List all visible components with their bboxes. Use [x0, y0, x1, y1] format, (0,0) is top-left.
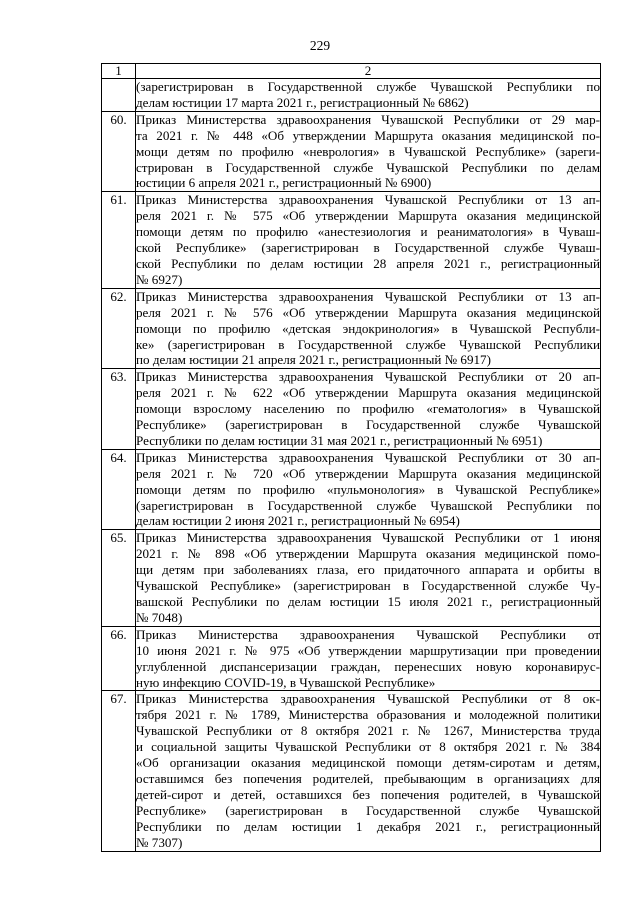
row-text [136, 369, 601, 450]
text-line: № 6927) [136, 271, 183, 287]
text-line: стрирован в Государственной службе Чувашской Республики по делам [136, 159, 600, 175]
row-number: 63. [102, 369, 136, 450]
text-line: Чувашской Республики от 8 октября 2021 г. № 1267, Министерства труда [136, 723, 600, 739]
text-line: Приказ Министерства здравоохранения Чувашской Республики от 8 ок- [136, 691, 600, 707]
text-line: вашской Республики по делам юстиции 15 июля 2021 г., регистрационный [136, 594, 600, 609]
text-line: помощи по профилю «детская эндокринология» в Чувашской Республи- [136, 320, 600, 336]
text-line: Приказ Министерства здравоохранения Чувашской Республики от 20 ап- [136, 369, 600, 385]
text-line: помощи детям по профилю «пульмонология» в Чувашской Республике» [136, 481, 600, 497]
text-line: Приказ Министерства здравоохранения Чувашской Республики от 13 ап- [136, 192, 600, 208]
text-line: № 7307) [136, 834, 183, 850]
text-line: мощи детям по профилю «неврология» в Чувашской Республике» (зареги- [136, 143, 600, 159]
table-row [102, 449, 601, 530]
document-table [101, 63, 601, 852]
text-line: и социальной защиты Чувашской Республики от 8 октября 2021 г. № 384 [136, 739, 600, 755]
text-line: детей-сирот и детей, оставшихся без попечения родителей, в Чувашской [136, 786, 600, 802]
text-line: ской Республики по делам юстиции 28 апреля 2021 г., регистрационный [136, 255, 600, 271]
text-line: реля 2021 г. № 576 «Об утверждении Маршрута оказания медицинской [136, 304, 600, 320]
table-row [102, 111, 601, 192]
text-line: Чувашской Республике» (зарегистрирован в Государственной службе Чу- [136, 578, 600, 594]
table-row [102, 79, 601, 112]
text-line: ную инфекцию COVID-19, в Чувашской Республике» [136, 674, 436, 690]
text-line: (зарегистрирован в Государственной службе Чувашской Республики по [136, 497, 600, 513]
text-line: тября 2021 г. № 1789, Министерства образования и молодежной политики [136, 707, 600, 723]
text-line: оставшимся без попечения родителей, пребывающим в организациях для [136, 770, 600, 786]
text-line: по делам юстиции 21 апреля 2021 г., регистрационный № 6917) [136, 352, 491, 368]
text-line: Республике» (зарегистрирован в Государственной службе Чувашской [136, 417, 600, 433]
row-number [102, 79, 136, 112]
header-col-number: 1 [102, 64, 136, 79]
text-line: юстиции 6 апреля 2021 г., регистрационный № 6900) [136, 175, 432, 191]
text-line: Приказ Министерства здравоохранения Чувашской Республики от [136, 626, 600, 642]
row-text [136, 79, 601, 112]
table-row [102, 288, 601, 369]
text-line: щи детям при заболеваниях глаза, его придаточного аппарата и орбиты в [136, 562, 600, 578]
row-number: 60. [102, 111, 136, 192]
page-number: 229 [309, 38, 331, 53]
row-text [136, 111, 601, 192]
text-line: Республики по делам юстиции 1 декабря 2021 г., регистрационный [136, 818, 600, 834]
text-line: ке» (зарегистрирован в Государственной службе Чувашской Республики [136, 336, 600, 352]
text-line: делам юстиции 2 июня 2021 г., регистрационный № 6954) [136, 513, 460, 529]
row-number: 62. [102, 288, 136, 369]
text-line: реля 2021 г. № 622 «Об утверждении Маршрута оказания медицинской [136, 385, 600, 401]
row-text [136, 449, 601, 530]
table-row [102, 369, 601, 450]
table-row [102, 626, 601, 691]
header-col-text: 2 [136, 64, 601, 79]
text-line: 2021 г. № 898 «Об утверждении Маршрута оказания медицинской помо- [136, 546, 600, 562]
text-line: реля 2021 г. № 720 «Об утверждении Маршрута оказания медицинской [136, 465, 600, 481]
text-line: Приказ Министерства здравоохранения Чувашской Республики от 29 мар- [136, 111, 600, 127]
row-text [136, 691, 601, 851]
text-line: № 7048) [136, 609, 183, 625]
text-line: ской Республике» (зарегистрирован в Государственной службе Чуваш- [136, 240, 600, 256]
text-line: делам юстиции 17 марта 2021 г., регистрационный № 6862) [136, 94, 469, 110]
table-body [102, 64, 601, 852]
text-line: реля 2021 г. № 575 «Об утверждении Маршрута оказания медицинской [136, 208, 600, 224]
text-line: та 2021 г. № 448 «Об утверждении Маршрута оказания медицинской по- [136, 127, 600, 143]
text-line: углубленной диспансеризации граждан, перенесших новую коронавирус- [136, 658, 600, 674]
table-row [102, 530, 601, 626]
text-line: Приказ Министерства здравоохранения Чувашской Республики от 30 ап- [136, 449, 600, 465]
row-text [136, 288, 601, 369]
row-number: 66. [102, 626, 136, 691]
row-text [136, 626, 601, 691]
text-line: «Об организации оказания медицинской помощи детям-сиротам и детям, [136, 755, 600, 771]
row-text [136, 530, 601, 626]
row-number: 65. [102, 530, 136, 626]
text-line: Приказ Министерства здравоохранения Чувашской Республики от 1 июня [136, 530, 600, 546]
text-line: помощи взрослому населению по профилю «гематология» в Чувашской [136, 401, 600, 417]
text-line: Приказ Министерства здравоохранения Чувашской Республики от 13 ап- [136, 288, 600, 304]
text-line: Республики по делам юстиции 31 мая 2021 г., регистрационный № 6951) [136, 432, 543, 448]
row-number: 61. [102, 192, 136, 288]
text-line: помощи детям по профилю «анестезиология и реаниматология» в Чуваш- [136, 224, 600, 240]
row-text [136, 192, 601, 288]
row-number: 64. [102, 449, 136, 530]
table-row [102, 192, 601, 288]
text-line: (зарегистрирован в Государственной службе Чувашской Республики по [136, 79, 600, 94]
text-line: Республике» (зарегистрирован в Государственной службе Чувашской [136, 802, 600, 818]
row-number: 67. [102, 691, 136, 851]
table-row [102, 691, 601, 851]
table-header-row [102, 64, 601, 79]
text-line: 10 июня 2021 г. № 975 «Об утверждении маршрутизации при проведении [136, 642, 600, 658]
